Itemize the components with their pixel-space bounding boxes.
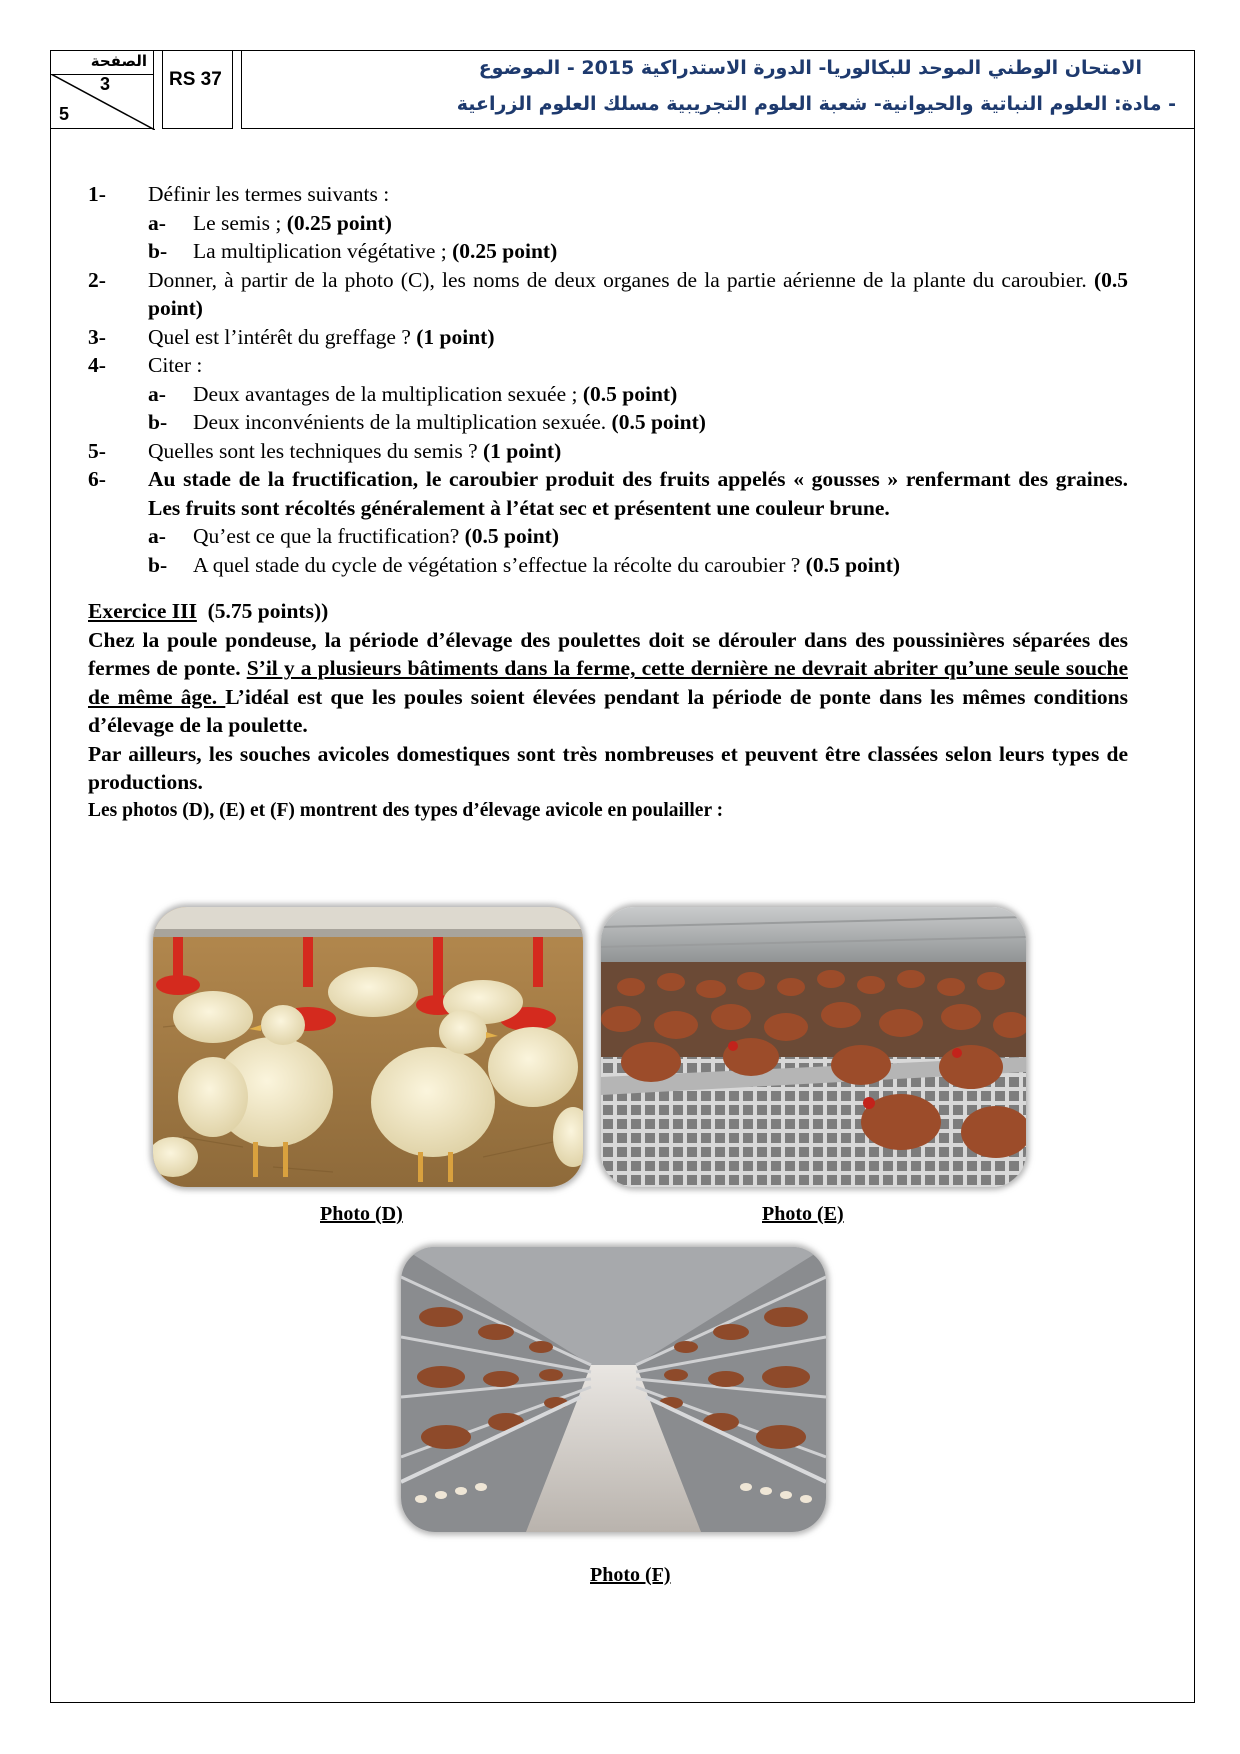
points: (1 point) xyxy=(416,324,495,349)
question-6b xyxy=(88,551,1128,580)
exercise-points: (5.75 points)) xyxy=(196,599,329,623)
sub-text: Deux inconvénients de la multiplication sexuée. (0.5 point) xyxy=(193,410,706,434)
sub-label: a- xyxy=(148,381,166,406)
question-number: 4- xyxy=(88,353,106,377)
points: (0.25 point) xyxy=(286,210,392,235)
points: (0.25 point) xyxy=(452,239,558,263)
question-number: 6- xyxy=(88,467,106,491)
question-text: Citer : xyxy=(148,353,203,377)
points: (0.5 point) xyxy=(805,552,901,577)
question-3 xyxy=(88,323,1128,352)
exam-code: RS 37 xyxy=(169,69,222,90)
exam-content xyxy=(88,180,1128,825)
points: (0.5 point) xyxy=(464,524,559,548)
photo-f-caption: Photo (F) xyxy=(590,1564,671,1586)
photo-e xyxy=(601,907,1026,1187)
exam-title-line1: الامتحان الوطني الموحد للبكالوريا- الدورة الاستدراكية 2015 - الموضوع xyxy=(478,57,1142,79)
question-number: 2- xyxy=(88,267,106,292)
sub-text: A quel stade du cycle de végétation s’effectue la récolte du caroubier ? (0.5 point) xyxy=(193,552,901,577)
question-4b xyxy=(88,408,1128,437)
question-6a xyxy=(88,522,1128,551)
photo-d xyxy=(153,907,583,1187)
exam-code-box xyxy=(162,50,233,129)
question-number: 1- xyxy=(88,182,106,206)
question-text: Quel est l’intérêt du greffage ? (1 point) xyxy=(148,324,495,349)
page-number: 3 xyxy=(100,74,111,94)
photo-f-image xyxy=(401,1247,826,1532)
question-number: 3- xyxy=(88,324,106,349)
photo-d-image xyxy=(153,907,583,1187)
sub-text: La multiplication végétative ; (0.25 point) xyxy=(193,239,558,263)
photo-f xyxy=(401,1247,826,1532)
sub-label: a- xyxy=(148,210,166,235)
sub-label: a- xyxy=(148,524,166,548)
question-text: Donner, à partir de la photo (C), les noms de deux organes de la partie aérienne de la plante du caroubier. (0.5 point) xyxy=(148,267,1128,320)
question-5 xyxy=(88,437,1128,466)
question-text: Définir les termes suivants : xyxy=(148,182,390,206)
points: (1 point) xyxy=(482,438,562,463)
points: (0.5 point) xyxy=(582,381,678,406)
exam-title-line2: - مادة: العلوم النباتية والحيوانية- شعبة العلوم التجريبية مسلك العلوم الزراعية xyxy=(456,93,1176,115)
page-header xyxy=(50,50,1195,129)
exercise-title xyxy=(88,597,1128,626)
page-label: الصفحة xyxy=(90,52,147,70)
exercise-intro: Les photos (D), (E) et (F) montrent des types d’élevage avicole en poulailler : xyxy=(88,799,724,821)
question-text: Au stade de la fructification, le caroubier produit des fruits appelés « gousses » renfermant des graines. Les fruits sont récoltés généralement à l’état sec et présentent une couleur brune. xyxy=(148,467,1128,520)
question-number: 5- xyxy=(88,438,106,463)
exercise-name: Exercice III xyxy=(88,599,197,623)
photo-d-caption: Photo (D) xyxy=(320,1203,403,1225)
exercise-paragraph-2: Par ailleurs, les souches avicoles domestiques sont très nombreuses et peuvent être classées selon leurs types de productions. xyxy=(88,741,1128,794)
exam-title-box xyxy=(241,50,1195,129)
exercise-paragraph-1: Chez la poule pondeuse, la période d’élevage des poulettes doit se dérouler dans des poussinières séparées des fermes de ponte. S’il y a plusieurs bâtiments dans la ferme, cette dernière ne devrait abriter qu’une seule souche de même âge. L’idéal est que les poules soient élevées pendant la période de ponte dans les mêmes conditions d’élevage de la poulette. xyxy=(88,627,1129,737)
sub-label: b- xyxy=(148,410,168,434)
points: (0.5 point) xyxy=(611,410,706,434)
question-1b xyxy=(88,237,1128,266)
sub-text: Le semis ; (0.25 point) xyxy=(193,210,392,235)
sub-label: b- xyxy=(148,552,168,577)
question-2 xyxy=(88,266,1128,323)
photo-e-caption: Photo (E) xyxy=(762,1203,844,1225)
question-1a xyxy=(88,209,1128,238)
question-1 xyxy=(88,180,1128,209)
underlined-text: S’il y a plusieurs bâtiments dans la ferme, cette dernière ne devrait abriter qu’une seule souche de même âge. xyxy=(88,656,1128,709)
question-6 xyxy=(88,465,1128,522)
page-number-box xyxy=(50,50,154,129)
sub-label: b- xyxy=(148,239,168,263)
sub-text: Deux avantages de la multiplication sexuée ; (0.5 point) xyxy=(193,381,678,406)
photo-e-image xyxy=(601,907,1026,1187)
points: (0.5 point) xyxy=(148,267,1128,320)
question-4 xyxy=(88,351,1128,380)
question-text: Quelles sont les techniques du semis ? (1 point) xyxy=(148,438,562,463)
total-pages: 5 xyxy=(59,104,70,124)
sub-text: Qu’est ce que la fructification? (0.5 point) xyxy=(193,524,559,548)
question-4a xyxy=(88,380,1128,409)
